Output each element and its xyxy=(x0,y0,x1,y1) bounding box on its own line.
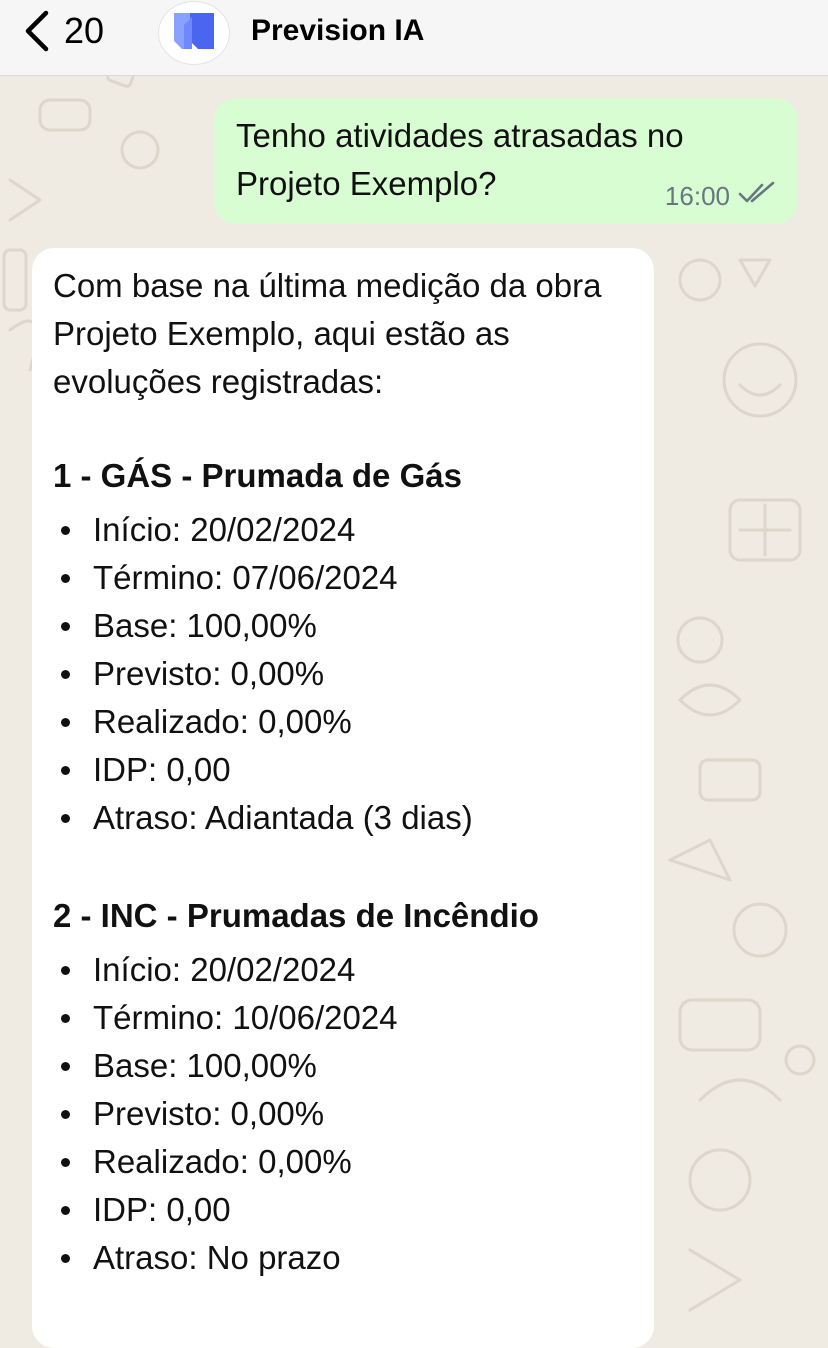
bullet-icon xyxy=(53,1014,93,1023)
incoming-message-intro: Com base na última medição da obra Projeto Exemplo, aqui estão as evoluções registradas: xyxy=(53,267,602,400)
unread-count: 20 xyxy=(64,10,105,51)
list-item xyxy=(53,698,634,746)
activity-section xyxy=(53,452,634,842)
prevision-logo-icon xyxy=(168,5,220,62)
list-item-text: Término: 07/06/2024 xyxy=(93,559,398,596)
activity-section xyxy=(53,892,634,1282)
list-item xyxy=(53,746,634,794)
list-item-text: Realizado: 0,00% xyxy=(93,1143,352,1180)
list-item-text: Base: 100,00% xyxy=(93,607,317,644)
outgoing-message-text: Tenho atividades atrasadas no Projeto Exemplo? xyxy=(236,117,684,202)
message-time: 16:00 xyxy=(664,181,730,211)
bullet-icon xyxy=(53,718,93,727)
chat-header xyxy=(0,0,828,76)
list-item xyxy=(53,650,634,698)
activity-title: 2 - INC - Prumadas de Incêndio xyxy=(53,897,539,934)
double-check-icon xyxy=(738,181,776,212)
bullet-icon xyxy=(53,574,93,583)
bullet-icon xyxy=(53,622,93,631)
list-item xyxy=(53,1186,634,1234)
list-item xyxy=(53,1042,634,1090)
list-item xyxy=(53,1090,634,1138)
bullet-icon xyxy=(53,814,93,823)
list-item-text: Atraso: Adiantada (3 dias) xyxy=(93,799,473,836)
list-item-text: Base: 100,00% xyxy=(93,1047,317,1084)
activity-title: 1 - GÁS - Prumada de Gás xyxy=(53,457,462,494)
bullet-icon xyxy=(53,1206,93,1215)
list-item xyxy=(53,1138,634,1186)
list-item-text: Atraso: No prazo xyxy=(93,1239,341,1276)
bullet-icon xyxy=(53,670,93,679)
list-item xyxy=(53,994,634,1042)
bullet-icon xyxy=(53,966,93,975)
list-item xyxy=(53,946,634,994)
list-item-text: IDP: 0,00 xyxy=(93,1191,231,1228)
list-item xyxy=(53,794,634,842)
list-item-text: Previsto: 0,00% xyxy=(93,655,325,692)
bullet-icon xyxy=(53,526,93,535)
list-item-text: Início: 20/02/2024 xyxy=(93,511,356,548)
bullet-icon xyxy=(53,1158,93,1167)
list-item-text: Término: 10/06/2024 xyxy=(93,999,398,1036)
list-item-text: Início: 20/02/2024 xyxy=(93,951,356,988)
list-item xyxy=(53,506,634,554)
list-item-text: IDP: 0,00 xyxy=(93,751,231,788)
back-button[interactable] xyxy=(22,8,104,54)
list-item-text: Realizado: 0,00% xyxy=(93,703,352,740)
chevron-left-icon xyxy=(22,9,50,53)
incoming-message[interactable] xyxy=(32,248,654,1348)
list-item-text: Previsto: 0,00% xyxy=(93,1095,325,1132)
list-item xyxy=(53,602,634,650)
list-item xyxy=(53,554,634,602)
bullet-icon xyxy=(53,1110,93,1119)
outgoing-message[interactable] xyxy=(214,98,798,224)
message-meta xyxy=(665,181,776,212)
list-item xyxy=(53,1234,634,1282)
bullet-icon xyxy=(53,766,93,775)
contact-name[interactable]: Prevision IA xyxy=(251,14,425,47)
contact-avatar[interactable] xyxy=(158,1,230,65)
bullet-icon xyxy=(53,1062,93,1071)
bullet-icon xyxy=(53,1254,93,1263)
